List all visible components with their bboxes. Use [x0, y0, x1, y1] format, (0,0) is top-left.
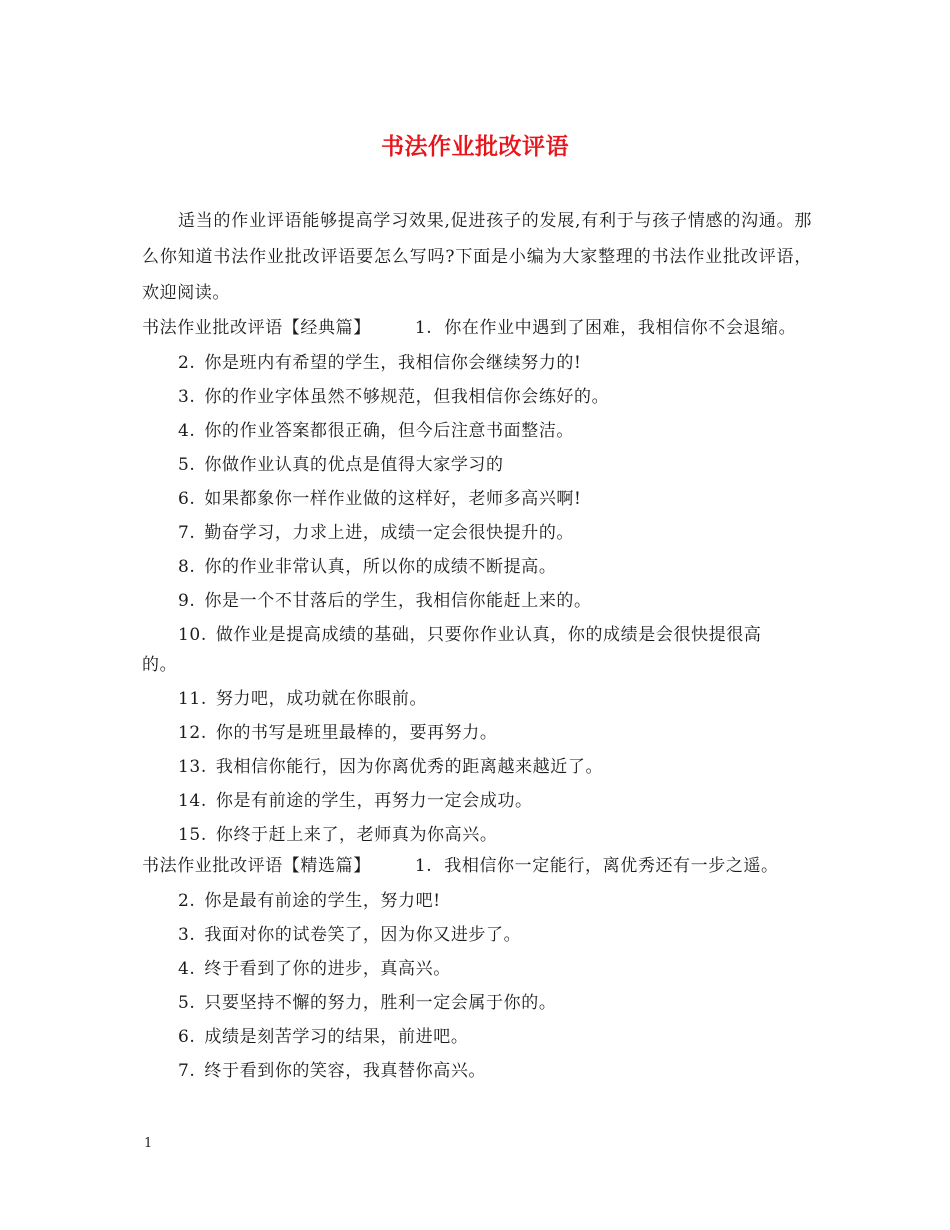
item-text: 你的作业字体虽然不够规范，但我相信你会练好的。: [204, 387, 610, 407]
intro-paragraph: 适当的作业评语能够提高学习效果,促进孩子的发展,有利于与孩子情感的沟通。那么你知道书法作业批改评语要怎么写吗?下面是小编为大家整理的书法作业批改评语，欢迎阅读。: [142, 211, 812, 303]
item-text: 你的书写是班里最棒的，要再努力。: [215, 723, 498, 743]
list-item-continuation: 的。: [142, 655, 178, 675]
item-text: 你做作业认真的优点是值得大家学习的: [204, 455, 504, 475]
list-item: [178, 720, 497, 746]
list-item: [178, 754, 603, 780]
item-text: 你是一个不甘落后的学生，我相信你能赶上来的。: [204, 591, 592, 611]
list-item: [178, 922, 521, 948]
section-title: 书法作业批改评语【经典篇】: [142, 318, 371, 338]
list-item: [178, 520, 574, 546]
item-number: 5.: [178, 455, 196, 475]
list-item: [178, 486, 581, 512]
document-title: 书法作业批改评语: [381, 133, 569, 160]
list-item: [178, 418, 574, 444]
list-item: [178, 956, 451, 982]
item-text: 你是最有前途的学生，努力吧!: [204, 891, 441, 911]
list-item: [178, 686, 427, 712]
item-text: 你是有前途的学生，再努力一定会成功。: [215, 791, 533, 811]
list-item: [178, 452, 504, 478]
item-text: 我相信你能行，因为你离优秀的距离越来越近了。: [215, 757, 604, 777]
item-number: 10.: [178, 625, 207, 645]
item-number: 2.: [178, 891, 196, 911]
item-text: 只要坚持不懈的努力，胜利一定会属于你的。: [204, 993, 557, 1013]
item-number: 4.: [178, 421, 196, 441]
list-item: [178, 822, 497, 848]
item-number: 4.: [178, 959, 196, 979]
item-text: 终于看到了你的进步，真高兴。: [204, 959, 451, 979]
list-item: [178, 588, 592, 614]
page-number: 1: [144, 1136, 153, 1151]
section-heading-selected: [142, 853, 779, 879]
item-number: 6.: [178, 1027, 196, 1047]
list-item: [178, 990, 556, 1016]
item-number: 3.: [178, 925, 196, 945]
item-number: 7.: [178, 1061, 196, 1081]
item-text: 做作业是提高成绩的基础，只要你作业认真，你的成绩是会很快提很高: [215, 625, 762, 645]
item-number: 9.: [178, 591, 196, 611]
item-text: 努力吧，成功就在你眼前。: [215, 689, 428, 709]
item-number: 15.: [178, 825, 207, 845]
item-number: 3.: [178, 387, 196, 407]
item-number: 6.: [178, 489, 196, 509]
list-item: [178, 554, 556, 580]
item-text: 如果都象你一样作业做的这样好，老师多高兴啊!: [204, 489, 582, 509]
item-number: 7.: [178, 523, 196, 543]
item-text: 你的作业答案都很正确，但今后注意书面整洁。: [204, 421, 575, 441]
list-item: [178, 888, 441, 914]
item-text: 成绩是刻苦学习的结果，前进吧。: [204, 1027, 469, 1047]
item-number: 12.: [178, 723, 207, 743]
list-item: [178, 384, 609, 410]
item-text: 我面对你的试卷笑了，因为你又进步了。: [204, 925, 522, 945]
item-text: 你终于赶上来了，老师真为你高兴。: [215, 825, 498, 845]
item-number: 13.: [178, 757, 207, 777]
item-text: 你的作业非常认真，所以你的成绩不断提高。: [204, 557, 557, 577]
list-item: [178, 350, 581, 376]
item-number: 11.: [178, 689, 207, 709]
item-text: 勤奋学习，力求上进，成绩一定会很快提升的。: [204, 523, 575, 543]
section-title: 书法作业批改评语【精选篇】: [142, 856, 371, 876]
list-item: [178, 1058, 486, 1084]
section-heading-classic: [142, 315, 796, 341]
item-text: 我相信你一定能行，离优秀还有一步之遥。: [444, 856, 779, 876]
item-text: 终于看到你的笑容，我真替你高兴。: [204, 1061, 487, 1081]
item-number: 2.: [178, 353, 196, 373]
item-number: 8.: [178, 557, 196, 577]
item-text: 你是班内有希望的学生，我相信你会继续努力的!: [204, 353, 582, 373]
item-text: 你在作业中遇到了困难，我相信你不会退缩。: [444, 318, 797, 338]
list-item: [178, 1024, 468, 1050]
item-number: 5.: [178, 993, 196, 1013]
list-item: [178, 788, 533, 814]
item-number: 1.: [414, 318, 433, 338]
item-number: 14.: [178, 791, 207, 811]
list-item: [178, 622, 761, 648]
item-number: 1.: [414, 856, 433, 876]
